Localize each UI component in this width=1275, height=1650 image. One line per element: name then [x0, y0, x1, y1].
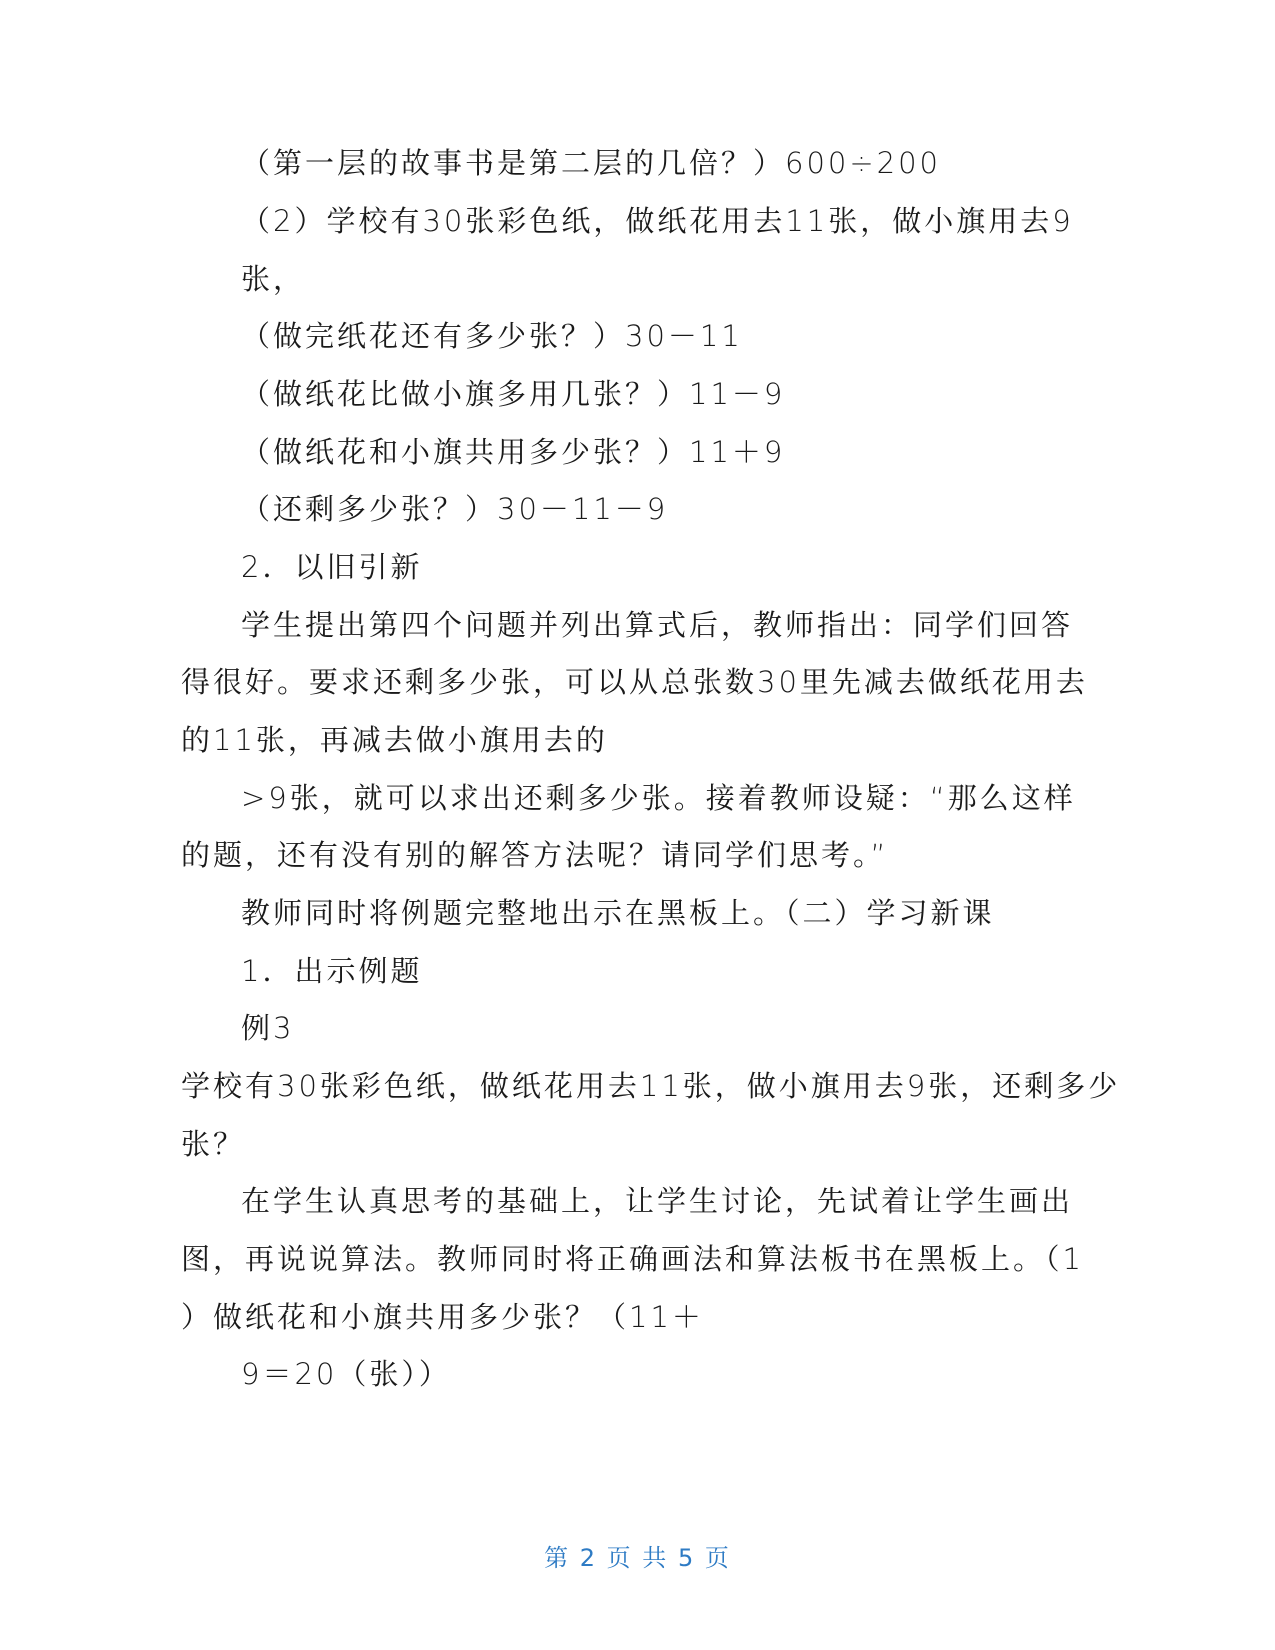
footer-prefix: 第: [544, 1544, 571, 1572]
text-line: 学生提出第四个问题并列出算式后，教师指出：同学们回答: [241, 608, 1074, 642]
text-line: （做纸花比做小旗多用几张？）11－9: [241, 377, 786, 411]
section-heading: 1．出示例题: [241, 954, 423, 988]
text-line: （做完纸花还有多少张？）30－11: [241, 319, 743, 353]
text-line: >9张，就可以求出还剩多少张。接着教师设疑：“那么这样: [241, 781, 1076, 815]
text-line: 的11张，再减去做小旗用去的: [181, 723, 608, 757]
text-line: 得很好。要求还剩多少张，可以从总张数30里先减去做纸花用去: [181, 665, 1088, 699]
page-footer: [0, 1542, 1275, 1574]
text-line: 的题，还有没有别的解答方法呢？请同学们思考。”: [181, 838, 889, 872]
footer-suffix: 页: [704, 1544, 731, 1572]
text-line: （第一层的故事书是第二层的几倍？）600÷200: [241, 146, 942, 180]
text-line: 9＝20（张））: [241, 1357, 451, 1391]
footer-total-pages: 5: [677, 1544, 696, 1572]
text-line: 学校有30张彩色纸，做纸花用去11张，做小旗用去9张，还剩多少: [181, 1069, 1121, 1103]
text-line: 张？: [181, 1127, 246, 1161]
text-line: ）做纸花和小旗共用多少张？（11＋: [181, 1300, 704, 1334]
section-heading: 2．以旧引新: [241, 550, 423, 584]
text-line: （做纸花和小旗共用多少张？）11＋9: [241, 435, 786, 469]
text-line: 张，: [241, 262, 306, 296]
text-line: （2）学校有30张彩色纸，做纸花用去11张，做小旗用去9: [241, 204, 1074, 238]
footer-mid: 页 共: [606, 1544, 669, 1572]
text-line: 在学生认真思考的基础上，让学生讨论，先试着让学生画出: [241, 1184, 1074, 1218]
footer-page-number: 2: [579, 1544, 598, 1572]
text-line: （还剩多少张？）30－11－9: [241, 492, 669, 526]
example-label: 例3: [241, 1011, 295, 1045]
text-line: 图，再说说算法。教师同时将正确画法和算法板书在黑板上。（1: [181, 1242, 1084, 1276]
text-line: 教师同时将例题完整地出示在黑板上。（二）学习新课: [241, 896, 995, 930]
